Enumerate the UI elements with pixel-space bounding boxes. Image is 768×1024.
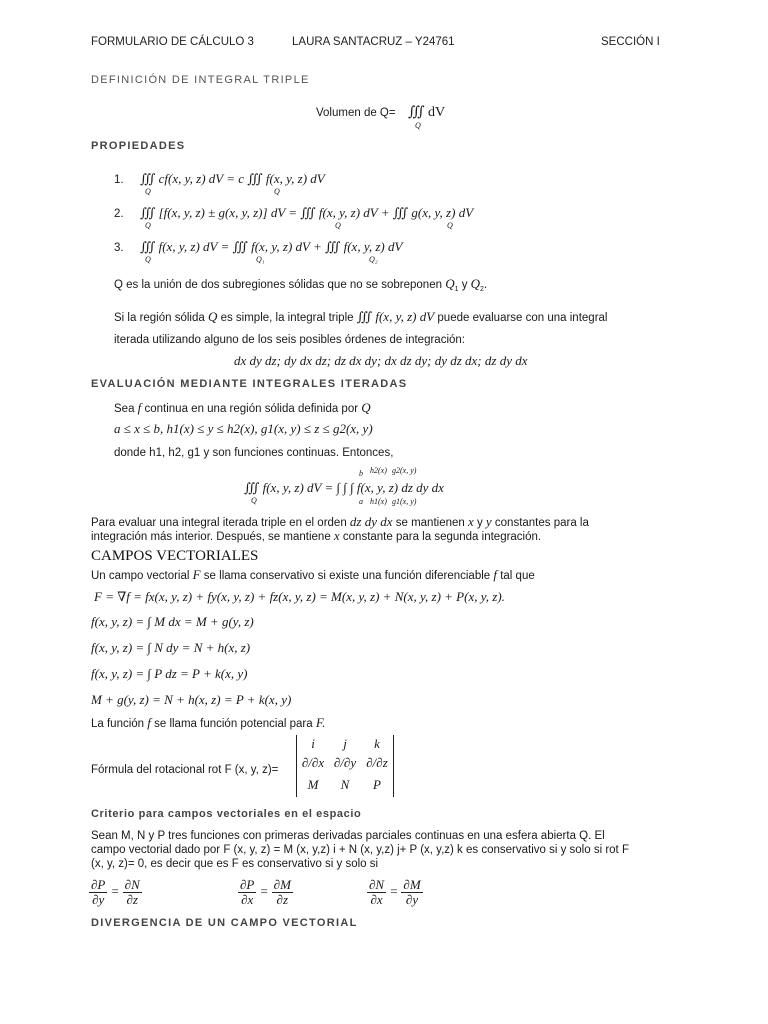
prop-2-sub-c: Q <box>447 221 453 230</box>
para-evaluar-text-2: integración más interior. Después, se mantiene x constante para la segunda integración. <box>91 528 542 543</box>
integration-orders: dx dy dz; dy dx dz; dz dx dy; dx dz dy; dy dz dx; dz dy dx <box>234 353 528 368</box>
union-text: Q es la unión de dos subregiones sólidas que no se sobreponen $Q_1$ y $Q_2$. <box>114 276 488 293</box>
donde-text: donde h1, h2, g1 y son funciones continuas. Entonces, <box>114 447 394 459</box>
prop-3-number: 3. <box>114 242 124 254</box>
prop-2-formula: ∭ [f(x, y, z) ± g(x, y, z)] dV = ∭ f(x, y, z) dV + ∭ g(x, y, z) dV <box>140 205 474 220</box>
prop-3-sub-c: Q₂ <box>369 255 378 264</box>
prop-3-formula: ∭ f(x, y, z) dV = ∭ f(x, y, z) dV + ∭ f(x, y, z) dV <box>140 239 403 254</box>
rot-determinant <box>296 735 394 797</box>
limit-h2: h2(x) <box>370 466 387 475</box>
rot-cell-i: i <box>311 736 315 751</box>
potential-eq-2: f(x, y, z) = ∫ N dy = N + h(x, z) <box>91 640 251 655</box>
potential-eq-3: f(x, y, z) = ∫ P dz = P + k(x, y) <box>91 666 248 681</box>
conservativo-text: Un campo vectorial F se llama conservativo si existe una función diferenciable f tal que <box>91 567 535 582</box>
heading-divergencia: DIVERGENCIA DE UN CAMPO VECTORIAL <box>91 917 358 929</box>
potential-eq-4: M + g(y, z) = N + h(x, z) = P + k(x, y) <box>91 692 292 707</box>
iterated-integral: ∭ f(x, y, z) dV = ∫ ∫ ∫ f(x, y, z) dz dy dx <box>244 480 444 495</box>
criterio-line-3: (x, y, z)= 0, es decir que es F es conservativo si y solo si <box>91 858 379 870</box>
potencial-text: La función f se llama función potencial para F. <box>91 715 326 730</box>
prop-2-number: 2. <box>114 208 124 220</box>
simple-region-text-2: iterada utilizando alguno de los seis posibles órdenes de integración: <box>114 334 465 346</box>
prop-1-formula: ∭ cf(x, y, z) dV = c ∭ f(x, y, z) dV <box>140 171 325 186</box>
volume-subscript: Q <box>415 121 421 130</box>
prop-2-sub-b: Q <box>335 221 341 230</box>
rot-cell-j: j <box>343 736 347 751</box>
rot-label: Fórmula del rotacional rot F (x, y, z)= <box>91 764 279 776</box>
rot-cell-k: k <box>374 736 380 751</box>
limit-g2: g2(x, y) <box>392 466 417 475</box>
doc-section: SECCIÓN I <box>601 36 660 48</box>
doc-title: FORMULARIO DE CÁLCULO 3 <box>91 36 254 48</box>
heading-propiedades: PROPIEDADES <box>91 140 186 152</box>
condition-2: $\frac{\partial P}{\partial x}$ = $\frac{\partial M}{\partial z}$ <box>240 877 291 907</box>
rot-cell-dz: ∂/∂z <box>366 755 388 770</box>
volume-label: Volumen de Q= <box>316 107 396 119</box>
simple-region-text: Si la región sólida Q es simple, la integral triple ∭ f(x, y, z) dV puede evaluarse con una integral <box>114 309 608 324</box>
potential-eq-1: f(x, y, z) = ∫ M dx = M + g(y, z) <box>91 614 254 629</box>
heading-evaluacion: EVALUACIÓN MEDIANTE INTEGRALES ITERADAS <box>91 378 408 390</box>
para-evaluar-text: Para evaluar una integral iterada triple en el orden dz dy dx se mantienen x y y constantes para la <box>91 514 589 529</box>
prop-1-number: 1. <box>114 174 124 186</box>
criterio-line-1: Sean M, N y P tres funciones con primeras derivadas parciales continuas en una esfera abierta Q. El <box>91 830 605 842</box>
gradient-equation: F = ∇f = fx(x, y, z) + fy(x, y, z) + fz(x, y, z) = M(x, y, z) + N(x, y, z) + P(x, y, z). <box>94 589 505 604</box>
prop-1-sub-a: Q <box>145 187 151 196</box>
criterio-line-2: campo vectorial dado por F (x, y, z) = M (x, y,z) i + N (x, y,z) j+ P (x, y,z) k es conservativo si y solo si rot F <box>91 844 629 856</box>
limit-g1: g1(x, y) <box>392 497 417 506</box>
iterated-sub-q: Q <box>251 496 257 505</box>
prop-1-sub-b: Q <box>274 187 280 196</box>
heading-def-triple: DEFINICIÓN DE INTEGRAL TRIPLE <box>91 74 310 86</box>
rot-cell-dy: ∂/∂y <box>333 755 357 770</box>
limit-a: a <box>359 497 363 506</box>
prop-3-sub-a: Q <box>145 255 151 264</box>
rot-cell-m: M <box>307 777 319 792</box>
volume-formula: ∭ dV <box>408 105 446 120</box>
rot-cell-p: P <box>373 777 381 792</box>
prop-3-sub-b: Q₁ <box>256 255 265 264</box>
heading-criterio: Criterio para campos vectoriales en el espacio <box>91 808 362 820</box>
limit-h1: h1(x) <box>370 497 387 506</box>
condition-3: $\frac{\partial N}{\partial x}$ = $\frac{\partial M}{\partial y}$ <box>369 877 421 907</box>
condition-1: $\frac{\partial P}{\partial y}$ = $\frac{\partial N}{\partial z}$ <box>91 877 140 907</box>
rot-cell-n: N <box>340 777 350 792</box>
region-definition: a ≤ x ≤ b, h1(x) ≤ y ≤ h2(x), g1(x, y) ≤ z ≤ g2(x, y) <box>114 421 373 436</box>
doc-author: LAURA SANTACRUZ – Y24761 <box>292 36 455 48</box>
rot-cell-dx: ∂/∂x <box>301 755 325 770</box>
heading-campos: CAMPOS VECTORIALES <box>91 548 259 564</box>
prop-2-sub-a: Q <box>145 221 151 230</box>
sea-text: Sea f continua en una región sólida definida por Q <box>114 400 371 415</box>
limit-b: b <box>359 469 363 478</box>
